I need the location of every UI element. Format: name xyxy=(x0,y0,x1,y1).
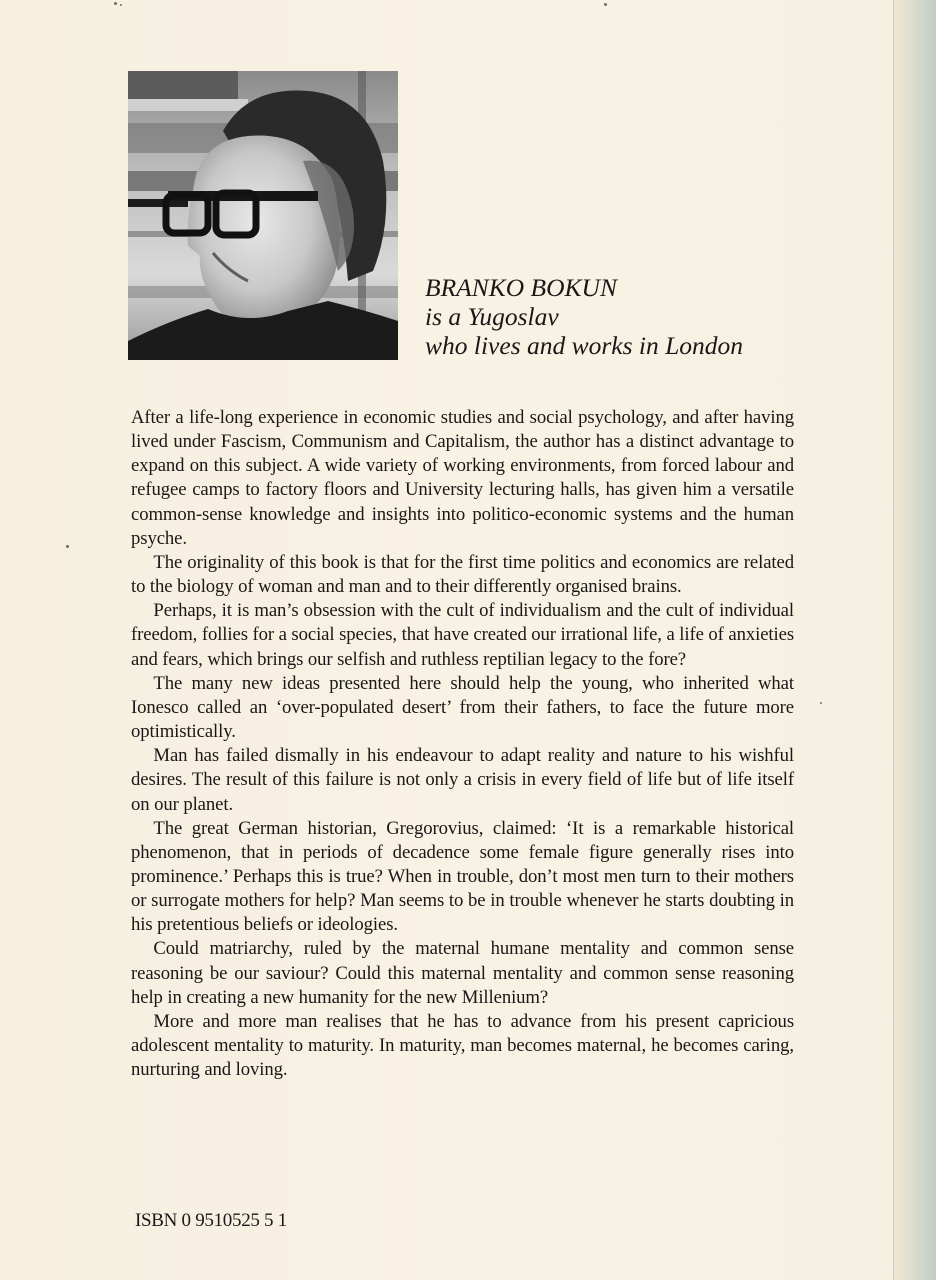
blurb-paragraph: Could matriarchy, ruled by the maternal humane mentality and common sense reasoning be our saviour? Could this maternal mentality and common sense reasoning help in creating a new humanity for the new Millenium? xyxy=(131,938,795,1008)
blurb-paragraph: After a life-long experience in economic studies and social psychology, and after having lived under Fascism, Communism and Capitalism, the author has a distinct advantage to expand on this subject. A wide variety of working environments, from forced labour and refugee camps to factory floors and University lecturing halls, has given him a versatile common-sense knowledge and insights into politico-economic systems and the human psyche. xyxy=(131,407,794,549)
blurb-paragraph: The great German historian, Gregorovius, claimed: ‘It is a remarkable historical phenomenon, that in periods of decadence some female figure generally rises into prominence.’ Perhaps this is true? When in trouble, don’t most men turn to their mothers or surrogate mothers for help? Man seems to be in trouble whenever he starts doubting in his pretentious beliefs or ideologies. xyxy=(131,817,795,936)
blurb-paragraph: The many new ideas presented here should help the young, who inherited what Ionesco called an ‘over-populated desert’ from their fathers, to face the future more optimistically. xyxy=(131,672,795,743)
paper-speck xyxy=(66,545,69,548)
author-residence: who lives and works in London xyxy=(425,331,744,360)
author-photo xyxy=(128,71,398,360)
blurb-paragraph: Perhaps, it is man’s obsession with the cult of individualism and the cult of individual freedom, follies for a social species, that have created our irrational life, a life of anxieties and fears, which brings our selfish and ruthless reptilian legacy to the fore? xyxy=(131,600,795,670)
blurb-paragraph: The originality of this book is that for the first time politics and economics are related to the biology of woman and man and to their differently organised brains. xyxy=(131,551,795,598)
paper-speck xyxy=(820,702,822,704)
paper-speck xyxy=(604,3,607,6)
paper-speck xyxy=(114,2,117,5)
spine-fold-line xyxy=(893,0,894,1280)
book-spine-edge xyxy=(893,0,936,1280)
blurb-paragraph: Man has failed dismally in his endeavour to adapt reality and nature to his wishful desires. The result of this failure is not only a crisis in every field of life but of life itself on our planet. xyxy=(131,745,795,815)
isbn-number: ISBN 0 9510525 5 1 xyxy=(135,1210,287,1231)
paper-speck xyxy=(120,4,122,6)
blurb-paragraph: More and more man realises that he has to advance from his present capricious adolescent mentality to maturity. In maturity, man becomes maternal, he becomes caring, nurturing and loving. xyxy=(131,1010,795,1081)
blurb-text xyxy=(131,406,794,1082)
author-caption xyxy=(425,273,743,360)
author-name: BRANKO BOKUN xyxy=(425,273,617,302)
author-nationality: is a Yugoslav xyxy=(425,302,559,331)
author-portrait-illustration xyxy=(128,71,398,360)
